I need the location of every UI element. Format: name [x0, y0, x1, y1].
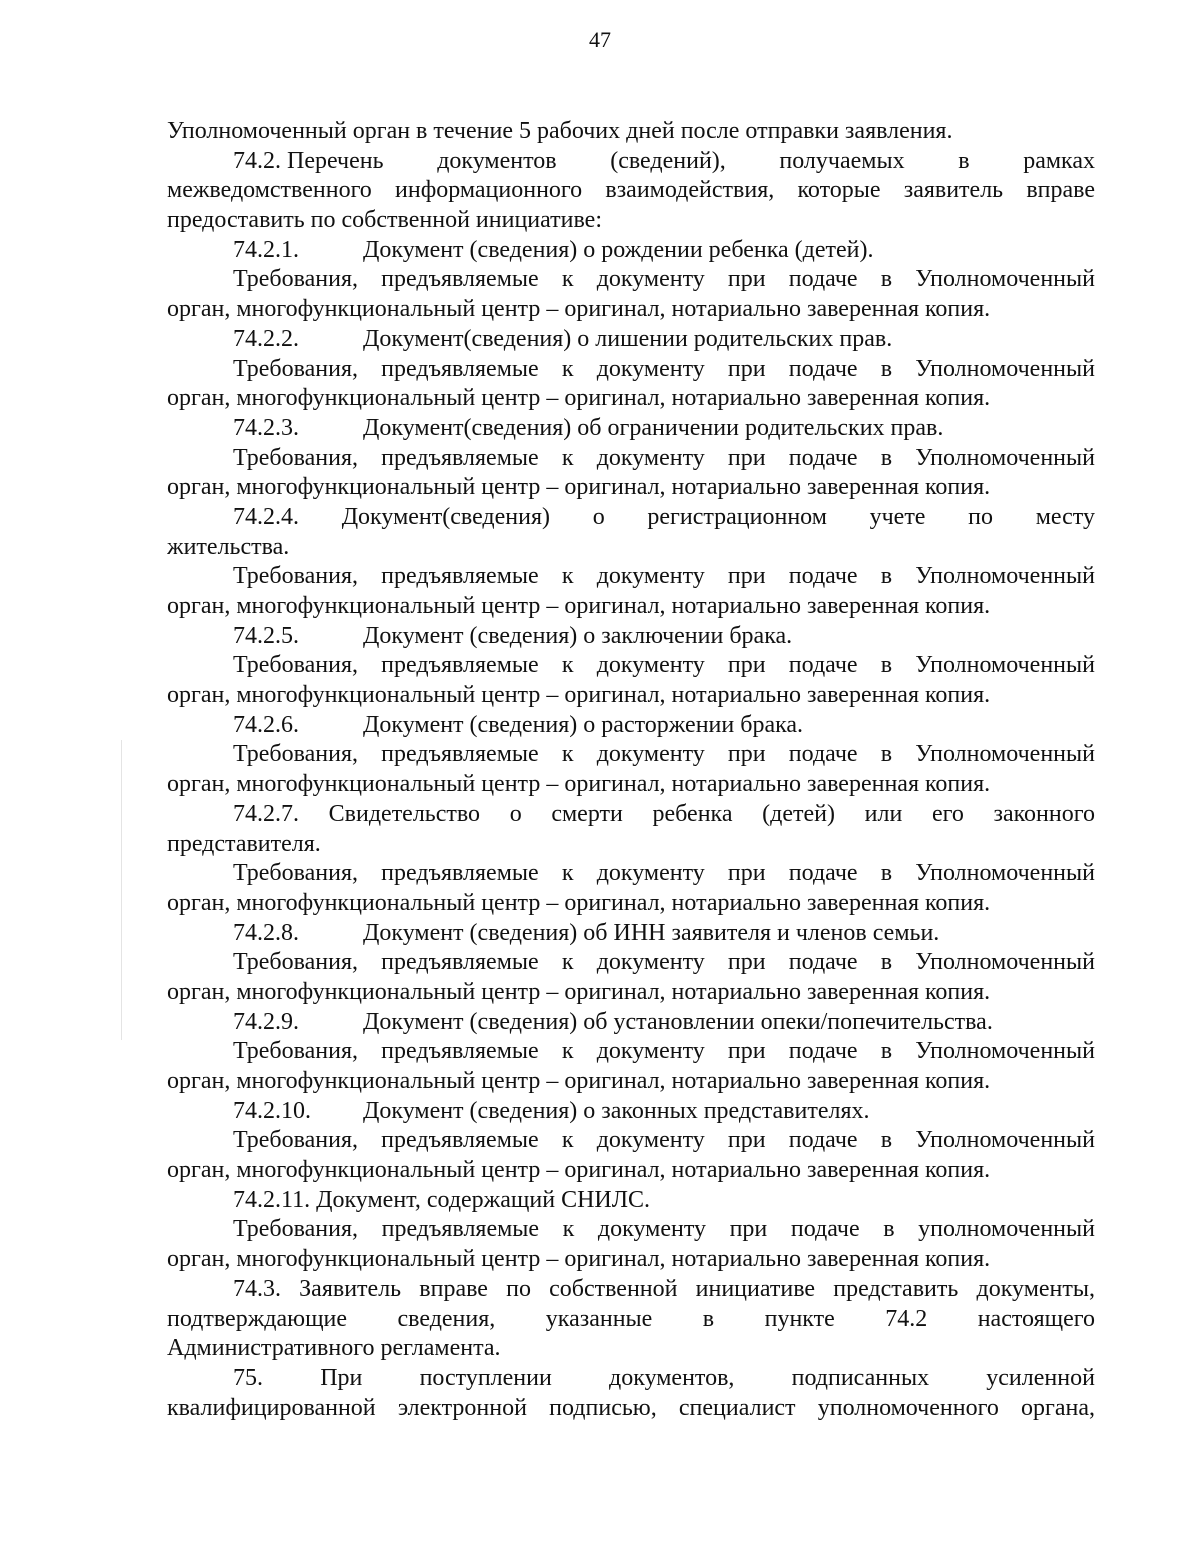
word: получаемых — [779, 147, 905, 174]
word: настоящего — [977, 1305, 1095, 1332]
text-line: 74.3. Заявитель вправе по собственной инициативе представить документы, — [233, 1275, 1095, 1302]
text-line: предоставить по собственной инициативе: — [167, 207, 602, 234]
text-line: Уполномоченный орган в течение 5 рабочих дней после отправки заявления. — [167, 118, 953, 144]
text-line-justified — [167, 1305, 1095, 1335]
word: подтверждающие — [167, 1305, 348, 1332]
item-text: Документ (сведения) об ИНН заявителя и членов семьи. — [363, 919, 940, 946]
requirement-line: орган, многофункциональный центр – оригинал, нотариально заверенная копия. — [167, 682, 991, 709]
requirement-line: Требования, предъявляемые к документу при подаче в Уполномоченный — [233, 741, 1095, 768]
word: в — [958, 147, 970, 174]
requirement-line: Требования, предъявляемые к документу при подаче в Уполномоченный — [233, 266, 1095, 293]
item-text: Документ (сведения) о расторжении брака. — [363, 711, 804, 738]
list-item — [167, 1097, 1095, 1127]
item-number: 74.2.4. — [233, 503, 299, 530]
item-number: 74.2.10. — [233, 1097, 311, 1124]
requirement-line: Требования, предъявляемые к документу при подаче в Уполномоченный — [233, 1127, 1095, 1154]
requirement-line: орган, многофункциональный центр – оригинал, нотариально заверенная копия. — [167, 385, 991, 412]
item-number: 74.2.8. — [233, 919, 299, 946]
scan-artifact-line — [121, 740, 122, 1040]
requirement-line: орган, многофункциональный центр – оригинал, нотариально заверенная копия. — [167, 978, 991, 1005]
list-item: 74.2.11. Документ, содержащий СНИЛС. — [233, 1186, 651, 1213]
requirement-line: Требования, предъявляемые к документу при подаче в Уполномоченный — [233, 1038, 1095, 1065]
list-item — [167, 1008, 1095, 1038]
word: законного — [993, 800, 1095, 827]
page-number: 47 — [589, 27, 611, 52]
item-text: Документ (сведения) об установлении опеки/попечительства. — [363, 1008, 993, 1035]
requirement-line: Требования, предъявляемые к документу при подаче в Уполномоченный — [233, 860, 1095, 887]
list-item — [167, 236, 1095, 266]
document-body — [167, 117, 1095, 1423]
item-number: 74.2.3. — [233, 414, 299, 441]
text-line: жительства. — [167, 533, 290, 560]
word: (сведений), — [610, 147, 726, 174]
word: 74.2 — [885, 1305, 928, 1332]
word: смерти — [551, 800, 623, 827]
text-line-justified — [167, 1364, 1095, 1394]
list-item — [167, 414, 1095, 444]
item-text: Документ (сведения) о законных представителях. — [363, 1097, 870, 1124]
item-number: 74.2.2. — [233, 325, 299, 352]
requirement-line: орган, многофункциональный центр – оригинал, нотариально заверенная копия. — [167, 1157, 991, 1184]
list-item — [167, 711, 1095, 741]
item-text: Документ(сведения) об ограничении родительских прав. — [363, 414, 944, 441]
requirement-line: орган, многофункциональный центр – оригинал, нотариально заверенная копия. — [167, 1068, 991, 1094]
requirement-line: Требования, предъявляемые к документу при подаче в Уполномоченный — [233, 444, 1095, 471]
text-line-justified — [167, 147, 1095, 177]
list-item — [167, 325, 1095, 355]
word: указанные — [545, 1305, 653, 1332]
word: документов — [437, 147, 557, 174]
list-item — [167, 622, 1095, 652]
word: 74.2. Перечень — [233, 147, 384, 174]
word: или — [864, 800, 903, 827]
item-number: 74.2.5. — [233, 622, 299, 649]
requirement-line: орган, многофункциональный центр – оригинал, нотариально заверенная копия. — [167, 771, 991, 798]
word: его — [931, 800, 964, 827]
list-item — [167, 919, 1095, 949]
text-line: Административного регламента. — [167, 1335, 501, 1362]
item-number: 74.2.7. — [233, 800, 299, 827]
requirement-line: Требования, предъявляемые к документу при подаче в Уполномоченный — [233, 949, 1095, 976]
word: сведения, — [397, 1305, 496, 1332]
word: поступлении — [419, 1364, 552, 1391]
text-line: межведомственного информационного взаимодействия, которые заявитель вправе — [167, 177, 1095, 204]
text-line: квалифицированной электронной подписью, специалист уполномоченного органа, — [167, 1394, 1095, 1421]
requirement-line: Требования, предъявляемые к документу при подаче в Уполномоченный — [233, 652, 1095, 679]
word: ребенка — [652, 800, 733, 827]
word: пункте — [764, 1305, 835, 1332]
word: При — [320, 1364, 363, 1391]
item-number: 74.2.9. — [233, 1008, 299, 1035]
word: регистрационном — [647, 503, 827, 530]
requirement-line: орган, многофункциональный центр – оригинал, нотариально заверенная копия. — [167, 1246, 991, 1273]
requirement-line: орган, многофункциональный центр – оригинал, нотариально заверенная копия. — [167, 889, 991, 916]
word: (детей) — [762, 800, 835, 827]
requirement-line: Требования, предъявляемые к документу при подаче в уполномоченный — [233, 1216, 1095, 1243]
word: документов, — [609, 1364, 735, 1391]
word: Свидетельство — [328, 800, 481, 827]
word: месту — [1035, 503, 1095, 530]
item-number: 75. — [233, 1364, 263, 1391]
item-number: 74.2.1. — [233, 236, 299, 263]
list-item — [167, 503, 1095, 533]
item-number: 74.2.6. — [233, 711, 299, 738]
requirement-line: орган, многофункциональный центр – оригинал, нотариально заверенная копия. — [167, 296, 991, 323]
word: о — [592, 503, 605, 530]
word: в — [702, 1305, 715, 1332]
word: по — [968, 503, 993, 530]
list-item — [167, 800, 1095, 830]
word: подписанных — [791, 1364, 930, 1391]
item-text: Документ (сведения) о заключении брака. — [363, 622, 793, 649]
word: Документ(сведения) — [341, 503, 550, 530]
word: учете — [869, 503, 926, 530]
requirement-line: орган, многофункциональный центр – оригинал, нотариально заверенная копия. — [167, 593, 991, 619]
item-text: Документ(сведения) о лишении родительских прав. — [363, 325, 893, 352]
requirement-line: орган, многофункциональный центр – оригинал, нотариально заверенная копия. — [167, 474, 991, 501]
text-line: представителя. — [167, 830, 321, 857]
word: усиленной — [986, 1364, 1095, 1391]
word: о — [509, 800, 522, 827]
requirement-line: Требования, предъявляемые к документу при подаче в Уполномоченный — [233, 563, 1095, 590]
requirement-line: Требования, предъявляемые к документу при подаче в Уполномоченный — [233, 355, 1095, 382]
item-text: Документ (сведения) о рождении ребенка (детей). — [363, 236, 874, 263]
word: рамках — [1023, 147, 1095, 174]
